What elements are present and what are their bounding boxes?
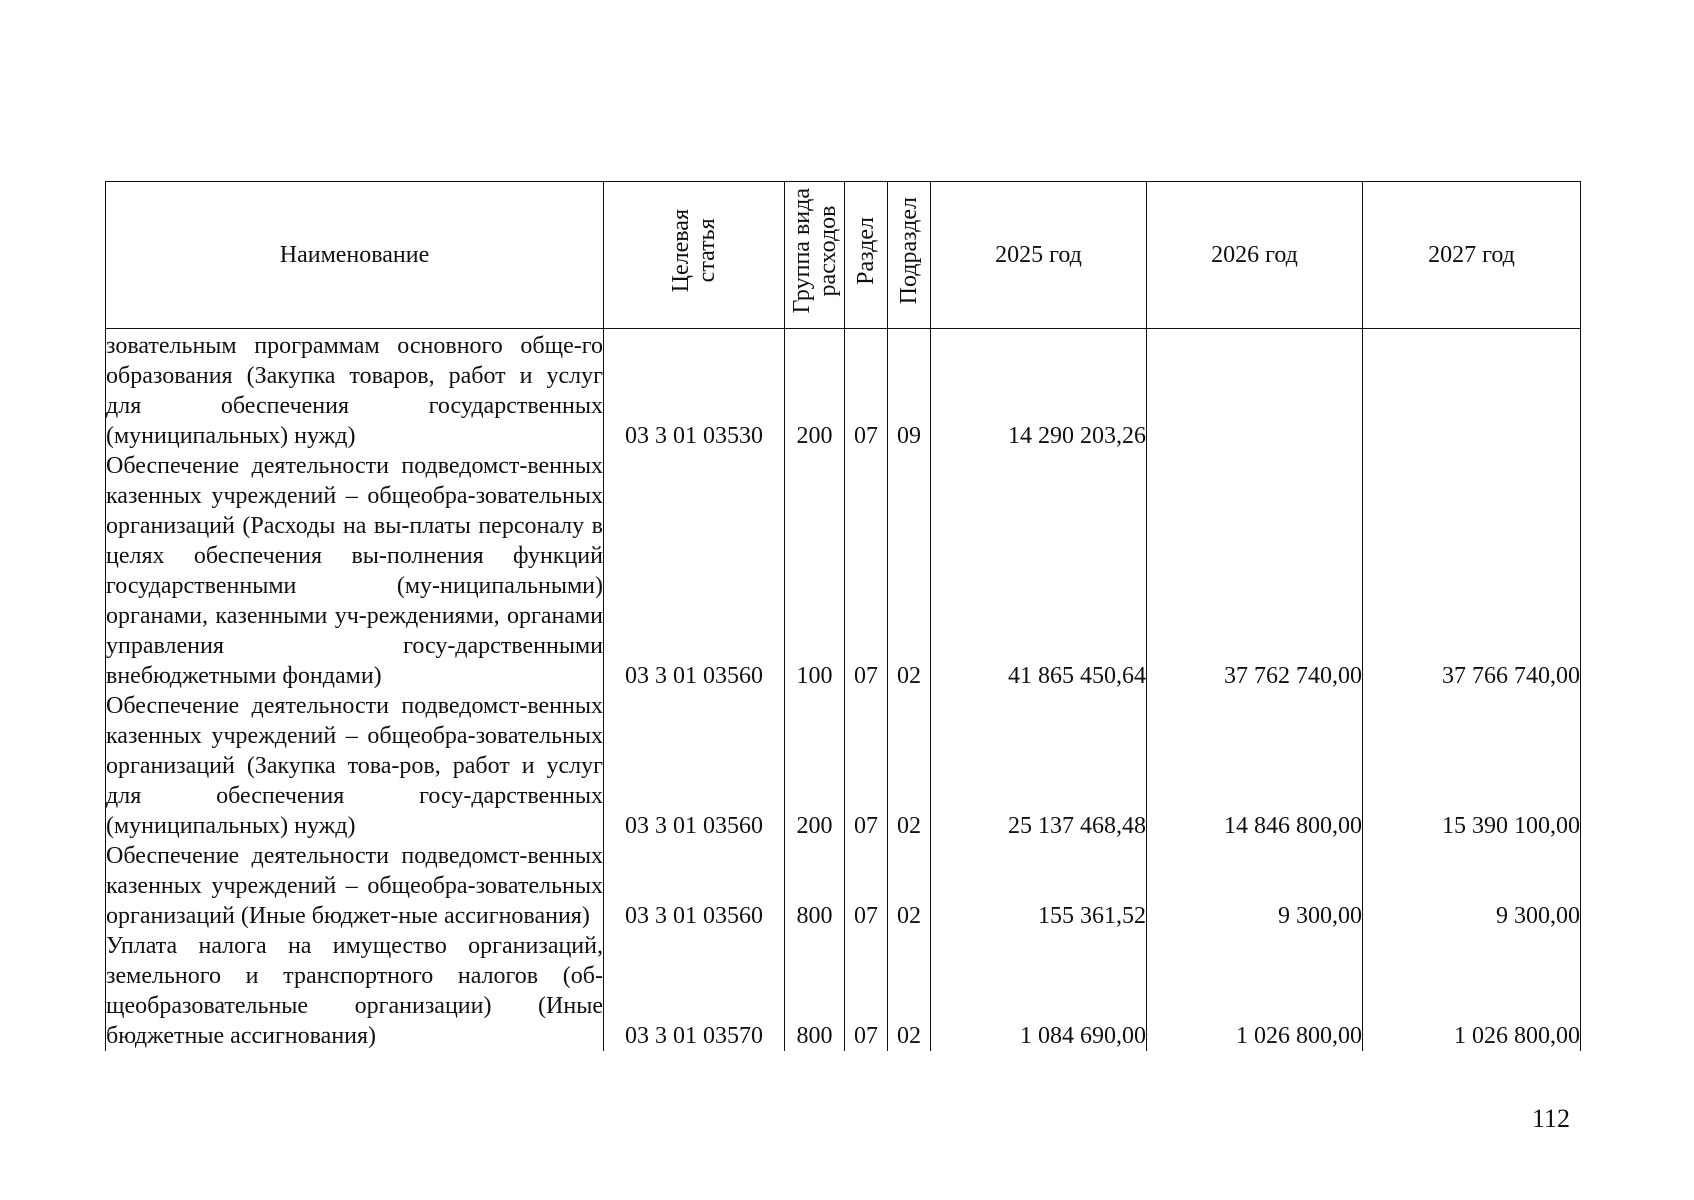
table-row — [106, 329, 1581, 452]
row-amount-2026: 1 026 800,00 — [1147, 931, 1363, 1051]
row-target-article: 03 3 01 03560 — [604, 691, 785, 841]
row-amount-2025: 1 084 690,00 — [931, 931, 1147, 1051]
header-section: Раздел — [845, 182, 888, 329]
row-expense-group: 100 — [785, 451, 845, 691]
row-amount-2027: 37 766 740,00 — [1363, 451, 1581, 691]
header-name: Наименование — [106, 182, 604, 329]
row-amount-2026 — [1147, 329, 1363, 452]
table-row — [106, 931, 1581, 1051]
row-expense-group: 200 — [785, 691, 845, 841]
row-amount-2025: 155 361,52 — [931, 841, 1147, 931]
header-year-2026: 2026 год — [1147, 182, 1363, 329]
row-amount-2026: 14 846 800,00 — [1147, 691, 1363, 841]
row-expense-group: 200 — [785, 329, 845, 452]
row-subsection: 02 — [888, 691, 931, 841]
row-amount-2026: 9 300,00 — [1147, 841, 1363, 931]
header-subsection: Подраздел — [888, 182, 931, 329]
budget-table-container — [105, 181, 1580, 1051]
row-name: зовательным программам основного обще-го образования (Закупка товаров, работ и услуг для обеспечения государственных (муниципальных) нужд) — [106, 329, 604, 452]
row-name: Обеспечение деятельности подведомст-венных казенных учреждений – общеобра-зовательных организаций (Расходы на вы-платы персоналу в целях обеспечения вы-полнения функций государственными (му-ниципальными) органами, казенными уч-реждениями, органами управления госу-дарственными внебюджетными фондами) — [106, 453, 603, 689]
row-name: Обеспечение деятельности подведомст-венных казенных учреждений – общеобра-зовательных организаций (Иные бюджет-ные ассигнования) — [106, 843, 603, 929]
row-name: Обеспечение деятельности подведомст-венных казенных учреждений – общеобра-зовательных организаций (Закупка това-ров, работ и услуг для обеспечения госу-дарственных (муниципальных) нужд) — [106, 693, 603, 839]
table-header-row — [106, 182, 1581, 329]
row-amount-2027: 9 300,00 — [1363, 841, 1581, 931]
header-year-2027: 2027 год — [1363, 182, 1581, 329]
table-row — [106, 451, 1581, 691]
row-subsection: 02 — [888, 841, 931, 931]
row-target-article: 03 3 01 03560 — [604, 841, 785, 931]
row-subsection: 02 — [888, 931, 931, 1051]
budget-table — [105, 181, 1581, 1051]
row-amount-2025: 25 137 468,48 — [931, 691, 1147, 841]
page-number: 112 — [1531, 1104, 1570, 1133]
row-amount-2026: 37 762 740,00 — [1147, 451, 1363, 691]
row-section: 07 — [845, 329, 888, 452]
row-expense-group: 800 — [785, 931, 845, 1051]
row-amount-2027 — [1363, 329, 1581, 452]
row-name: Уплата налога на имущество организаций, земельного и транспортного налогов (об-щеобразовательные организации) (Иные бюджетные ассигнования) — [106, 933, 603, 1049]
table-row — [106, 841, 1581, 931]
row-amount-2025: 14 290 203,26 — [931, 329, 1147, 452]
row-amount-2027: 15 390 100,00 — [1363, 691, 1581, 841]
row-section: 07 — [845, 931, 888, 1051]
row-section: 07 — [845, 841, 888, 931]
row-target-article: 03 3 01 03530 — [604, 329, 785, 452]
table-row — [106, 691, 1581, 841]
header-target-article: Целевая статья — [604, 182, 785, 329]
row-target-article: 03 3 01 03560 — [604, 451, 785, 691]
row-subsection: 02 — [888, 451, 931, 691]
row-section: 07 — [845, 451, 888, 691]
row-amount-2027: 1 026 800,00 — [1363, 931, 1581, 1051]
header-expense-group: Группа вида расходов — [785, 182, 845, 329]
header-year-2025: 2025 год — [931, 182, 1147, 329]
row-expense-group: 800 — [785, 841, 845, 931]
row-subsection: 09 — [888, 329, 931, 452]
row-target-article: 03 3 01 03570 — [604, 931, 785, 1051]
row-section: 07 — [845, 691, 888, 841]
row-amount-2025: 41 865 450,64 — [931, 451, 1147, 691]
